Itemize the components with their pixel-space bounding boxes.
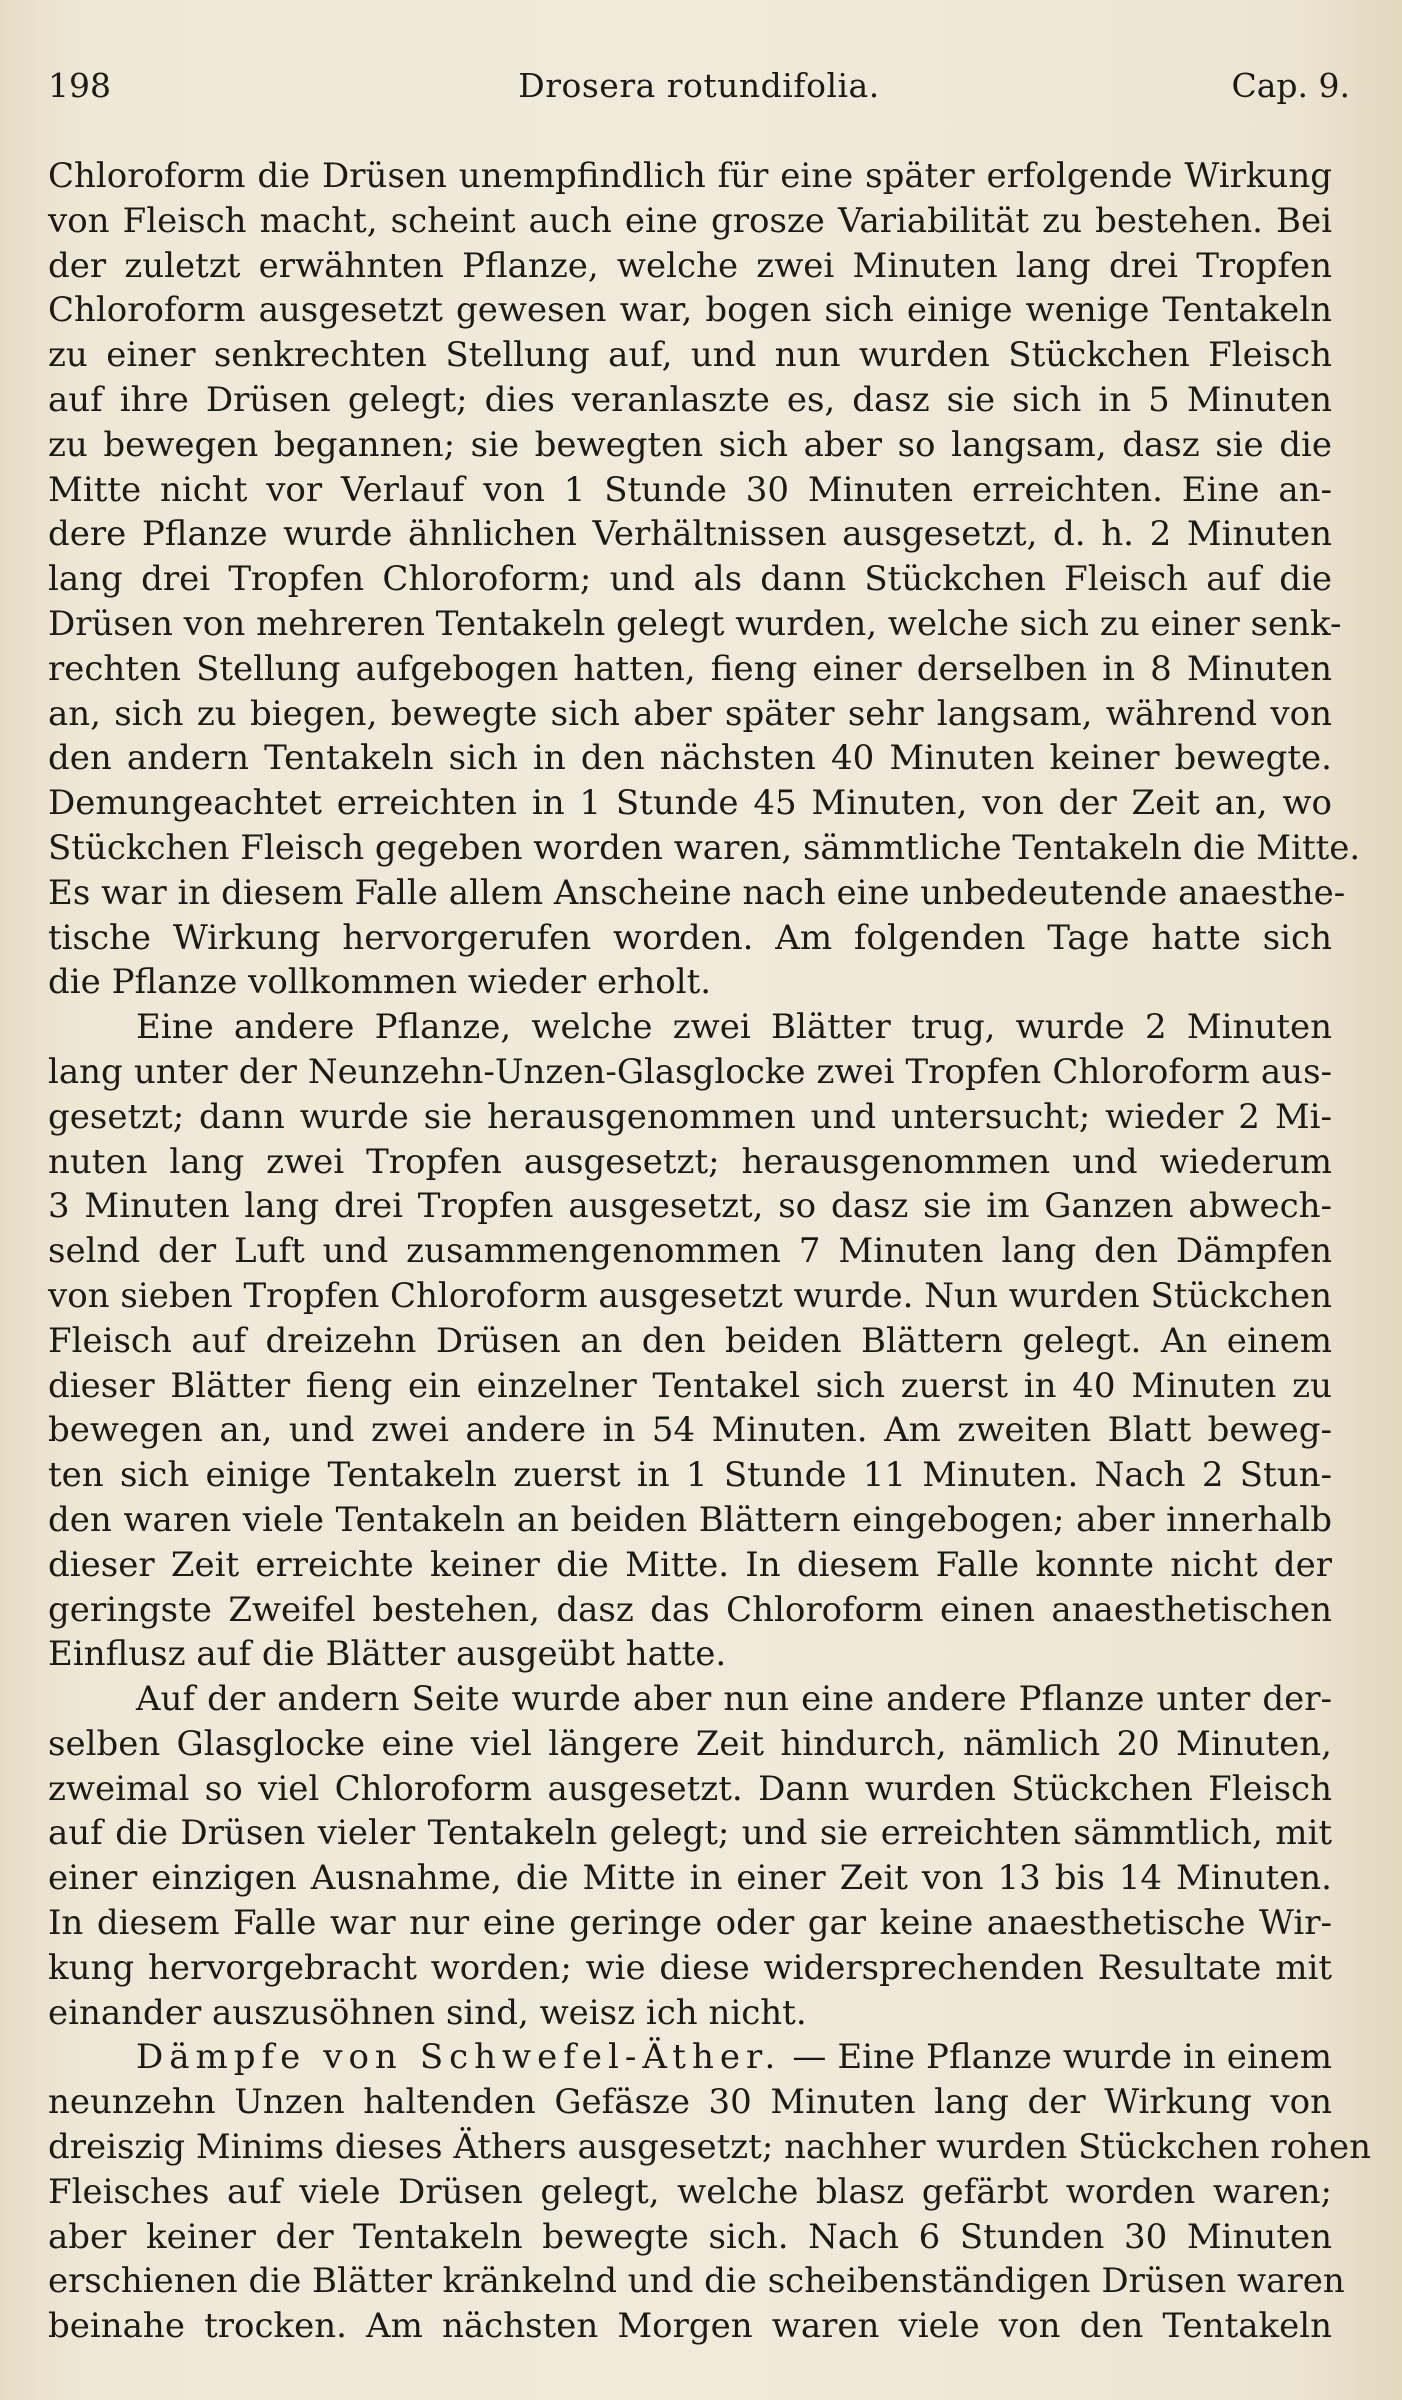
text-line: tische Wirkung hervorgerufen worden. Am folgenden Tage hatte sich bbox=[48, 917, 1332, 958]
running-head bbox=[48, 62, 1350, 110]
text-line: kung hervorgebracht worden; wie diese widersprechenden Resultate mit bbox=[48, 1947, 1332, 1988]
text-line: lang unter der Neunzehn-Unzen-Glasglocke zwei Tropfen Chloroform aus- bbox=[48, 1051, 1332, 1092]
text-line: von Fleisch macht, scheint auch eine grosze Variabilität zu bestehen. Bei bbox=[48, 200, 1332, 241]
text-line: erschienen die Blätter kränkelnd und die scheibenständigen Drüsen waren bbox=[48, 2261, 1345, 2302]
paragraph-1 bbox=[48, 154, 1361, 1005]
text-line: Fleisch auf dreizehn Drüsen an den beiden Blättern gelegt. An einem bbox=[48, 1320, 1332, 1361]
text-line: Demungeachtet erreichten in 1 Stunde 45 Minuten, von der Zeit an, wo bbox=[48, 783, 1332, 824]
text-line: rechten Stellung aufgebogen hatten, fieng einer derselben in 8 Minuten bbox=[48, 648, 1332, 689]
text-line: aber keiner der Tentakeln bewegte sich. Nach 6 Stunden 30 Minuten bbox=[48, 2216, 1332, 2257]
text-line: dreiszig Minims dieses Äthers ausgesetzt; nachher wurden Stückchen rohen bbox=[48, 2127, 1372, 2168]
text-line: zu bewegen begannen; sie bewegten sich aber so langsam, dasz sie die bbox=[48, 424, 1332, 465]
text-line: Auf der andern Seite wurde aber nun eine andere Pflanze unter der- bbox=[136, 1679, 1332, 1720]
body-text bbox=[48, 154, 1372, 2349]
text-line: Stückchen Fleisch gegeben worden waren, sämmtliche Tentakeln die Mitte. bbox=[48, 827, 1361, 868]
text-line: Chloroform die Drüsen unempfindlich für eine später erfolgende Wirkung bbox=[48, 156, 1332, 196]
text-line: den andern Tentakeln sich in den nächsten 40 Minuten keiner bewegte. bbox=[48, 738, 1332, 779]
text-line: einander auszusöhnen sind, weisz ich nicht. bbox=[48, 1992, 807, 2033]
text-line: In diesem Falle war nur eine geringe oder gar keine anaesthetische Wir- bbox=[48, 1903, 1332, 1944]
text-line: Chloroform ausgesetzt gewesen war, bogen sich einige wenige Tentakeln bbox=[48, 290, 1332, 331]
text-line: der zuletzt erwähnten Pflanze, welche zwei Minuten lang drei Tropfen bbox=[48, 245, 1332, 286]
text-line: zweimal so viel Chloroform ausgesetzt. Dann wurden Stückchen Fleisch bbox=[48, 1768, 1332, 1809]
text-line: Drüsen von mehreren Tentakeln gelegt wurden, welche sich zu einer senk- bbox=[48, 603, 1342, 644]
paragraph-3 bbox=[48, 1677, 1332, 2035]
text-line: auf ihre Drüsen gelegt; dies veranlaszte es, dasz sie sich in 5 Minuten bbox=[48, 379, 1332, 420]
page-number: 198 bbox=[48, 66, 111, 105]
text-line: von sieben Tropfen Chloroform ausgesetzt wurde. Nun wurden Stückchen bbox=[48, 1275, 1332, 1316]
section-lead-line bbox=[48, 2035, 1332, 2080]
section-lead-text: — Eine Pflanze wurde in einem bbox=[781, 2037, 1333, 2078]
text-line: nuten lang zwei Tropfen ausgesetzt; herausgenommen und wiederum bbox=[48, 1141, 1332, 1182]
chapter-label: Cap. 9. bbox=[1231, 66, 1350, 105]
text-line: den waren viele Tentakeln an beiden Blättern eingebogen; aber innerhalb bbox=[48, 1499, 1332, 1540]
paragraph-4 bbox=[48, 2035, 1372, 2349]
text-line: dere Pflanze wurde ähnlichen Verhältnissen ausgesetzt, d. h. 2 Minuten bbox=[48, 514, 1332, 555]
text-line: bewegen an, und zwei andere in 54 Minuten. Am zweiten Blatt beweg- bbox=[48, 1410, 1332, 1451]
text-line: Eine andere Pflanze, welche zwei Blätter trug, wurde 2 Minuten bbox=[136, 1007, 1332, 1048]
text-line: Es war in diesem Falle allem Anscheine nach eine unbedeutende anaesthe- bbox=[48, 872, 1346, 913]
section-heading: Dämpfe von Schwefel-Äther. bbox=[136, 2037, 782, 2078]
text-line: beinahe trocken. Am nächsten Morgen waren viele von den Tentakeln bbox=[48, 2306, 1332, 2347]
text-line: dieser Zeit erreichte keiner die Mitte. In diesem Falle konnte nicht der bbox=[48, 1544, 1332, 1585]
text-line: einer einzigen Ausnahme, die Mitte in einer Zeit von 13 bis 14 Minuten. bbox=[48, 1858, 1332, 1899]
text-line: zu einer senkrechten Stellung auf, und nun wurden Stückchen Fleisch bbox=[48, 335, 1332, 376]
text-line: geringste Zweifel bestehen, dasz das Chloroform einen anaesthetischen bbox=[48, 1589, 1332, 1630]
text-line: dieser Blätter fieng ein einzelner Tentakel sich zuerst in 40 Minuten zu bbox=[48, 1365, 1332, 1406]
text-line: selben Glasglocke eine viel längere Zeit hindurch, nämlich 20 Minuten, bbox=[48, 1723, 1332, 1764]
text-line: Fleisches auf viele Drüsen gelegt, welche blasz gefärbt worden waren; bbox=[48, 2171, 1332, 2212]
text-line: Mitte nicht vor Verlauf von 1 Stunde 30 Minuten erreichten. Eine an- bbox=[48, 469, 1332, 510]
text-line: die Pflanze vollkommen wieder erholt. bbox=[48, 962, 712, 1003]
text-line: auf die Drüsen vieler Tentakeln gelegt; und sie erreichten sämmtlich, mit bbox=[48, 1813, 1332, 1854]
text-line: Einflusz auf die Blätter ausgeübt hatte. bbox=[48, 1634, 727, 1675]
text-line: neunzehn Unzen haltenden Gefäsze 30 Minuten lang der Wirkung von bbox=[48, 2082, 1332, 2123]
text-line: an, sich zu biegen, bewegte sich aber später sehr langsam, während von bbox=[48, 693, 1332, 734]
text-line: gesetzt; dann wurde sie herausgenommen und untersucht; wieder 2 Mi- bbox=[48, 1096, 1332, 1137]
running-title: Drosera rotundifolia. bbox=[518, 66, 880, 105]
text-line: ten sich einige Tentakeln zuerst in 1 Stunde 11 Minuten. Nach 2 Stun- bbox=[48, 1455, 1332, 1496]
text-line: selnd der Luft und zusammengenommen 7 Minuten lang den Dämpfen bbox=[48, 1231, 1332, 1272]
text-line: lang drei Tropfen Chloroform; und als dann Stückchen Fleisch auf die bbox=[48, 559, 1332, 600]
paragraph-2 bbox=[48, 1005, 1332, 1677]
text-line: 3 Minuten lang drei Tropfen ausgesetzt, so dasz sie im Ganzen abwech- bbox=[48, 1186, 1332, 1227]
